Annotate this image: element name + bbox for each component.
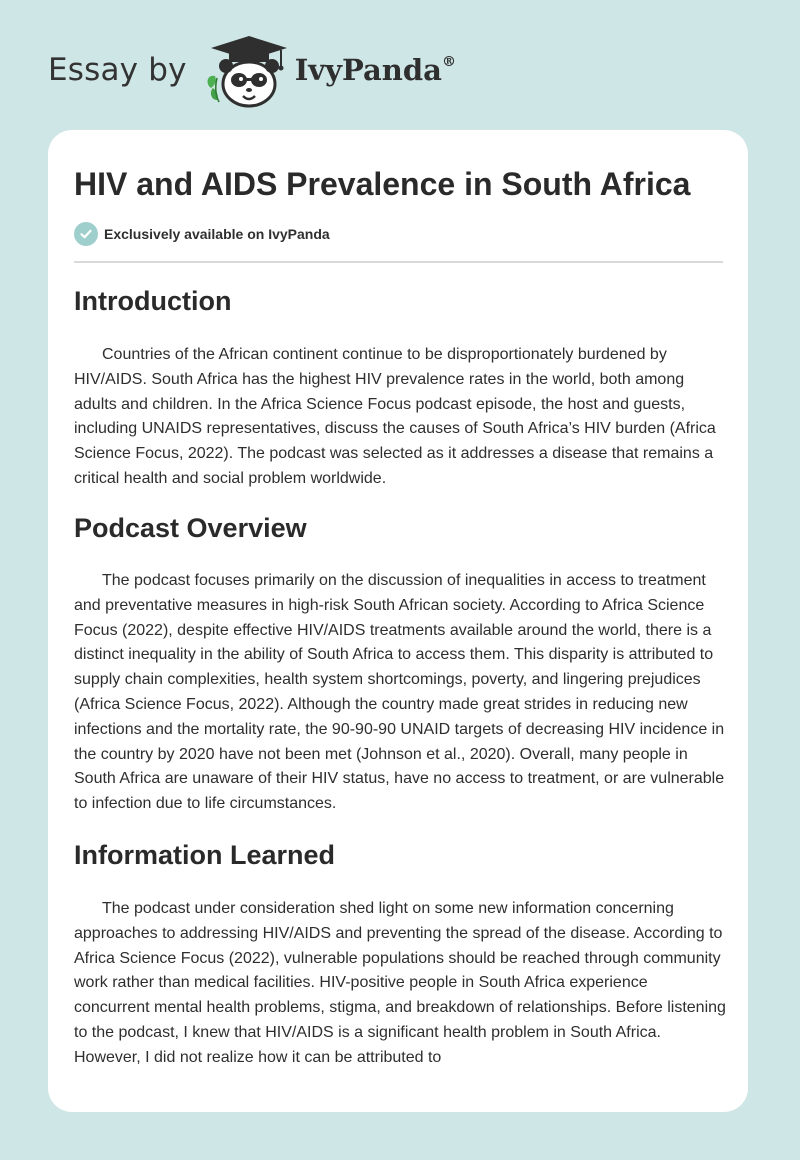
section-heading-podcast-overview: Podcast Overview: [74, 513, 307, 543]
registered-mark: ®: [441, 54, 456, 70]
section-paragraph-podcast-overview: The podcast focuses primarily on the discussion of inequalities in access to treatment and preventative measures in high-risk South African society. According to Africa Science Focus (2022), despite effective HIV/AIDS treatments available around the world, there is a distinct inequality in the ability of South Africa to access them. This disparity is attributed to supply chain complexities, health system shortcomings, poverty, and lingering prejudices (Africa Science Focus, 2022). Although the country made great strides in reducing new infections and the mortality rate, the 90-90-90 UNAID targets of decreasing HIV incidence in the country by 2020 have not been met (Johnson et al., 2020). Overall, many people in South Africa are unaware of their HIV status, have no access to treatment, or are vulnerable to infection due to life circumstances.: [74, 572, 725, 813]
exclusive-badge-label: Exclusively available on IvyPanda: [104, 226, 330, 242]
site-header: [48, 30, 456, 110]
section-paragraph-information-learned: The podcast under consideration shed light on some new information concerning approaches to addressing HIV/AIDS and preventing the spread of the disease. According to Africa Science Focus (2022), vulnerable populations should be reached through community work rather than medical facilities. HIV-positive people in South Africa experience concurrent mental health problems, stigma, and breakdown of relationships. Before listening to the podcast, I knew that HIV/AIDS is a significant health problem in South Africa. However, I did not realize how it can be attributed to: [74, 900, 726, 1066]
panda-mascot-icon: [201, 30, 289, 110]
checkmark-icon: [74, 222, 98, 246]
brand-name: [295, 53, 456, 87]
page-title: HIV and AIDS Prevalence in South Africa: [74, 166, 691, 202]
section-heading-introduction: Introduction: [74, 286, 232, 316]
title-divider: [74, 261, 723, 263]
exclusive-badge: [74, 222, 330, 246]
essay-by-label: Essay by: [48, 52, 187, 88]
section-heading-information-learned: Information Learned: [74, 840, 336, 870]
section-paragraph-introduction: Countries of the African continent continue to be disproportionately burdened by HIV/AIDS. South Africa has the highest HIV prevalence rates in the world, both among adults and children. In the Africa Science Focus podcast episode, the host and guests, including UNAIDS representatives, discuss the causes of South Africa’s HIV burden (Africa Science Focus, 2022). The podcast was selected as it addresses a disease that remains a critical health and social problem worldwide.: [74, 346, 716, 487]
ivypanda-logo[interactable]: [201, 30, 456, 110]
essay-card: [48, 130, 748, 1112]
brand-text: IvyPanda: [294, 53, 442, 87]
